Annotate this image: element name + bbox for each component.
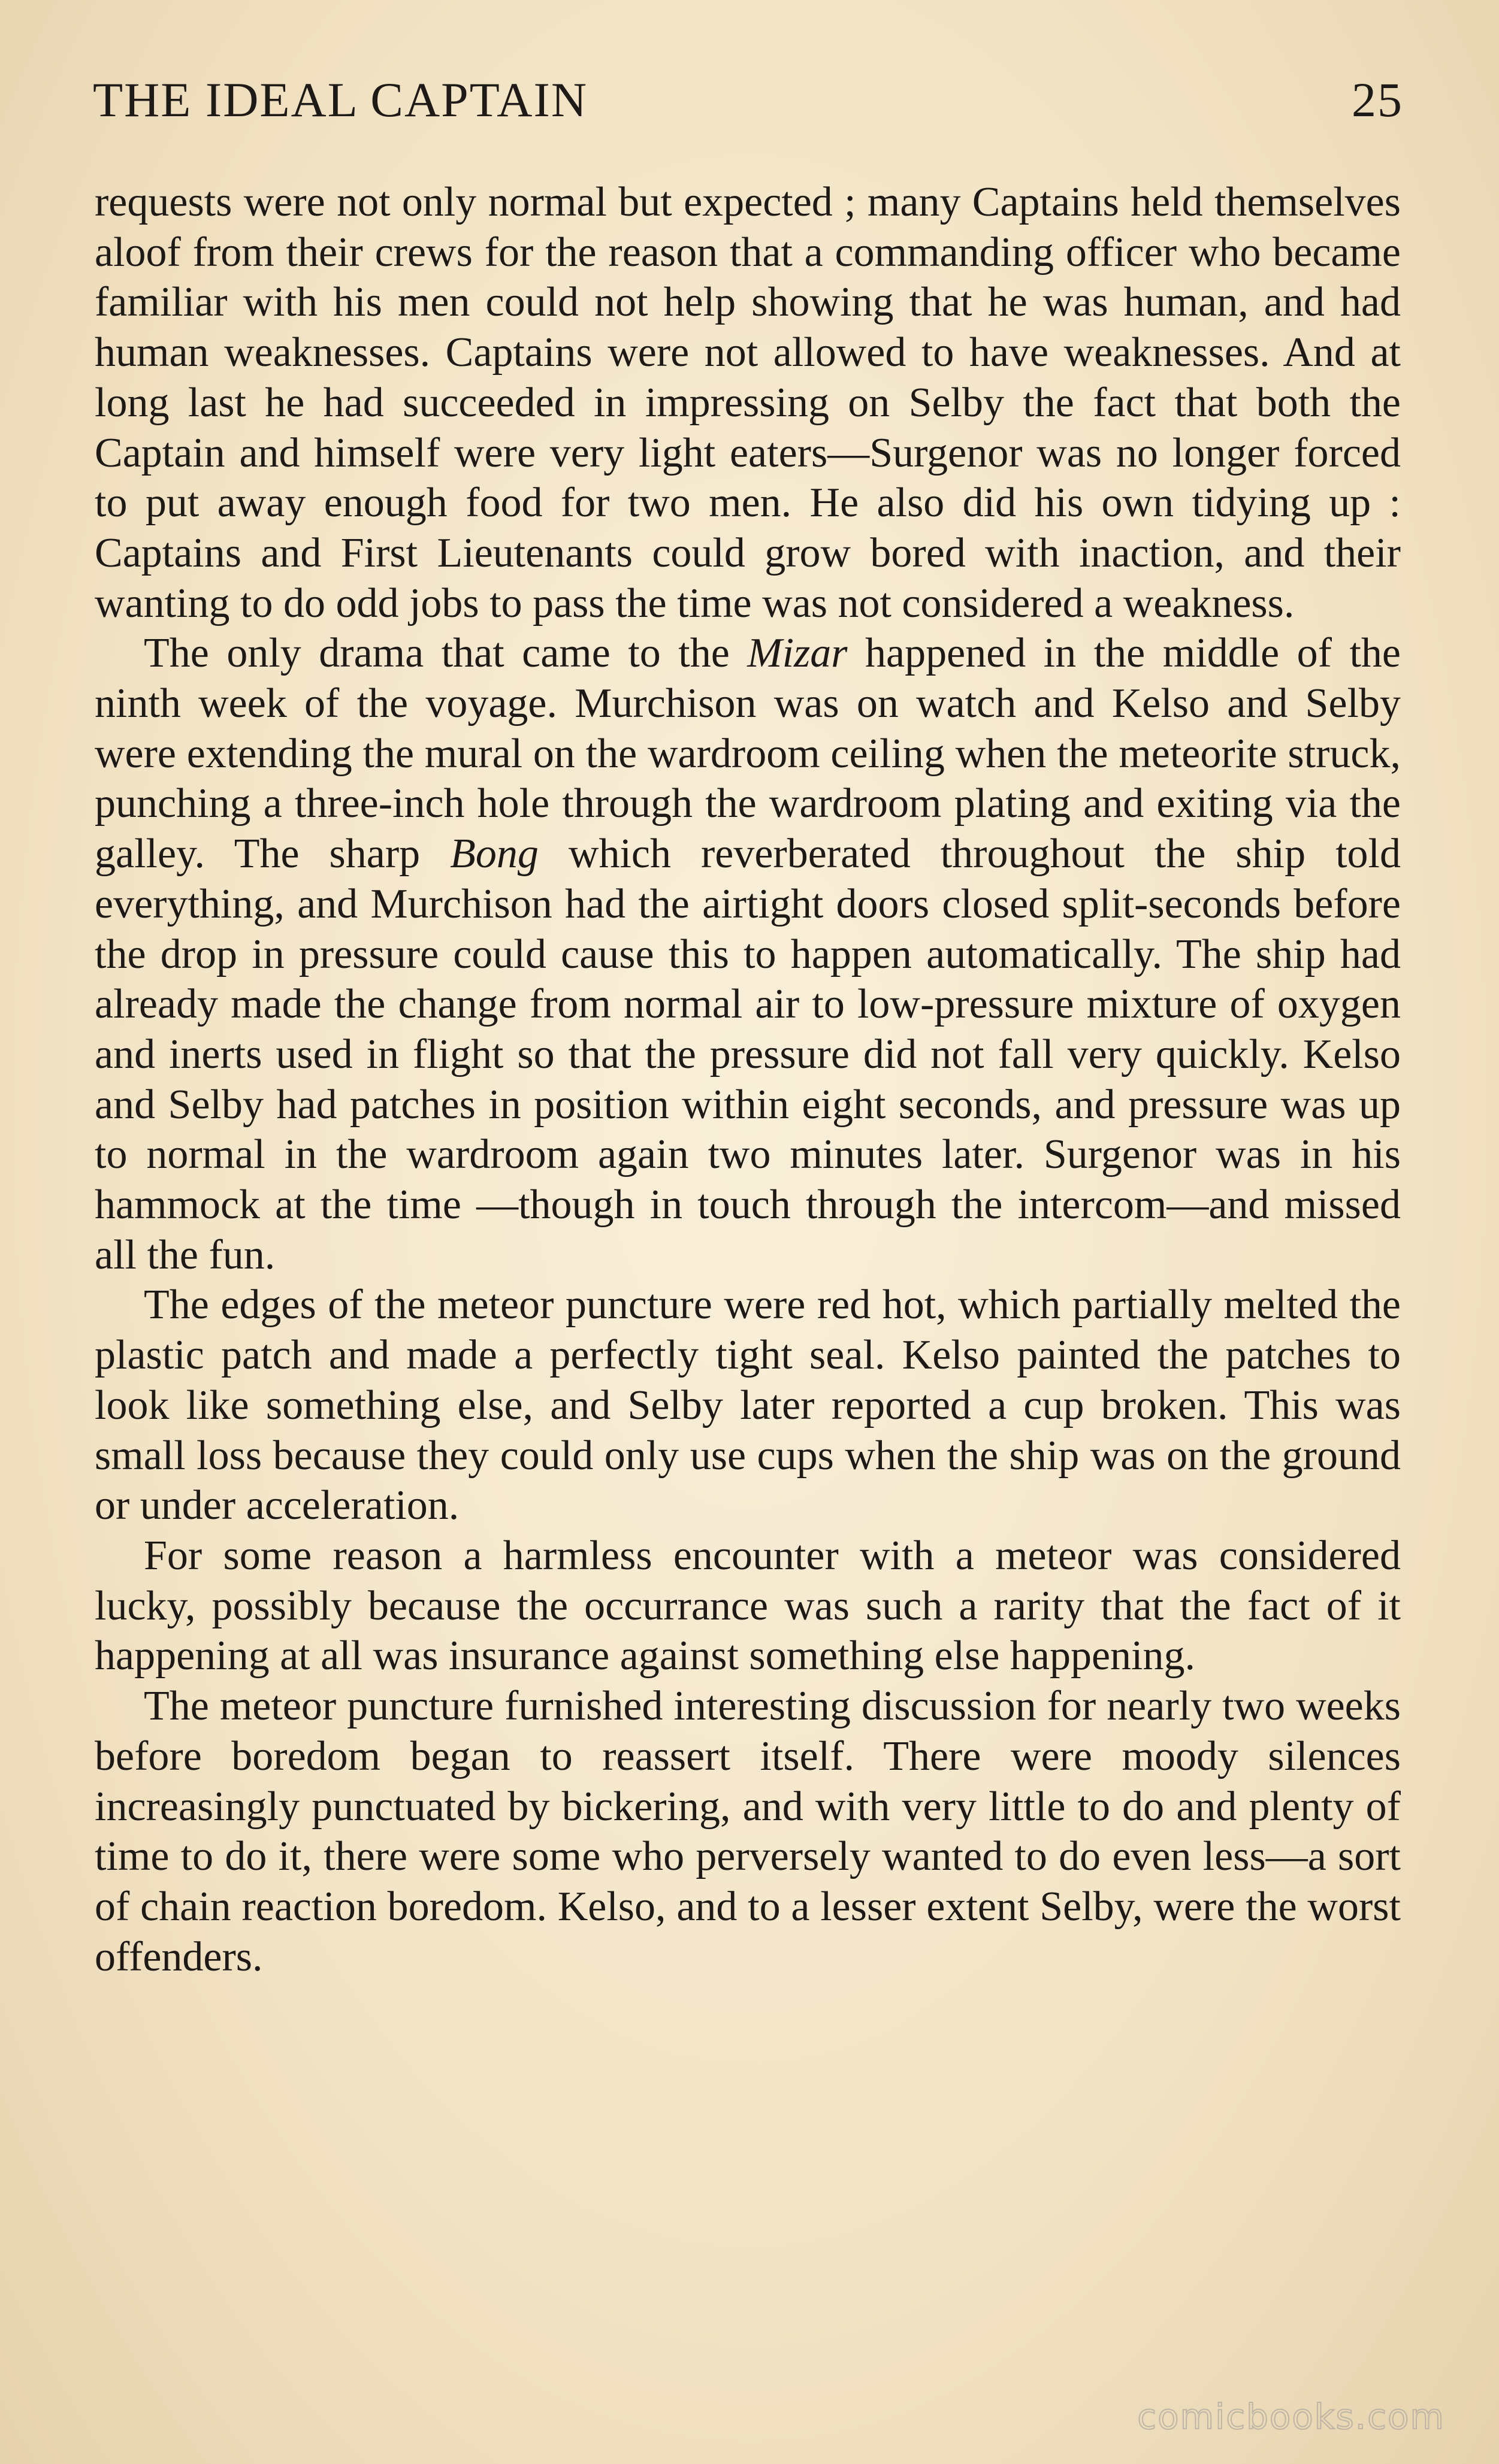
body-text — [95, 177, 1401, 1982]
ship-name-italic: Mizar — [747, 630, 848, 677]
paragraph-4-text: For some reason a harmless encounter with a meteor was considered lucky, possibly because the occurrance was such a rarity that the fact of it happening at all was insurance against something else happening. — [95, 1532, 1401, 1679]
paragraph-3 — [95, 1280, 1401, 1531]
watermark: comicbooks.com — [1137, 2396, 1445, 2437]
paragraph-2 — [95, 628, 1401, 1280]
paragraph-5-text: The meteor puncture furnished interesting discussion for nearly two weeks before boredom began to reassert itself. There were moody silences increasingly punctuated by bickering, and with very little to do and plenty of time to do it, there were some who perversely wanted to do even less—a sort of chain reaction boredom. Kelso, and to a lesser extent Selby, were the worst offenders. — [95, 1683, 1401, 1980]
paragraph-5 — [95, 1681, 1401, 1982]
paragraph-2-text-end: which reverberated throughout the ship told everything, and Murchison had the airtight doors closed split-seconds before the drop in pressure could cause this to happen automatically. The ship had already made the change from normal air to low-pressure mixture of oxygen and inerts used in flight so that the pressure did not fall very quickly. Kelso and Selby had patches in position within eight seconds, and pressure was up to normal in the wardroom again two minutes later. Surgenor was in his hammock at the time —though in touch through the intercom—and missed all the fun. — [95, 831, 1401, 1278]
page-header — [93, 72, 1403, 138]
paragraph-1-text: requests were not only normal but expected ; many Captains held themselves aloof from their crews for the reason that a commanding officer who became familiar with his men could not help showing that he was human, and had human weaknesses. Captains were not allowed to have weaknesses. And at long last he had succeeded in impressing on Selby the fact that both the Captain and himself were very light eaters—Surgenor was no longer forced to put away enough food for two men. He also did his own tidying up : Captains and First Lieutenants could grow bored with inaction, and their wanting to do odd jobs to pass the time was not considered a weakness. — [95, 179, 1401, 626]
paragraph-4 — [95, 1531, 1401, 1681]
running-title: THE IDEAL CAPTAIN — [93, 72, 588, 127]
paragraph-3-text: The edges of the meteor puncture were red hot, which partially melted the plastic patch and made a perfectly tight seal. Kelso painted the patches to look like something else, and Selby later reported a cup broken. This was small loss because they could only use cups when the ship was on the ground or under acceleration. — [95, 1282, 1401, 1529]
paragraph-1 — [95, 177, 1401, 628]
paragraph-2-text-start: The only drama that came to the — [144, 630, 748, 677]
bong-italic: Bong — [450, 831, 539, 877]
page-number: 25 — [1352, 72, 1403, 127]
paragraph-2-text-middle: happened in the middle of the ninth week of the voyage. Murchison was on watch and Kelso and Selby were extending the mural on the wardroom ceiling when the meteorite struck, punching a three-inch hole through the wardroom plating and exiting via the galley. The sharp — [95, 630, 1401, 877]
